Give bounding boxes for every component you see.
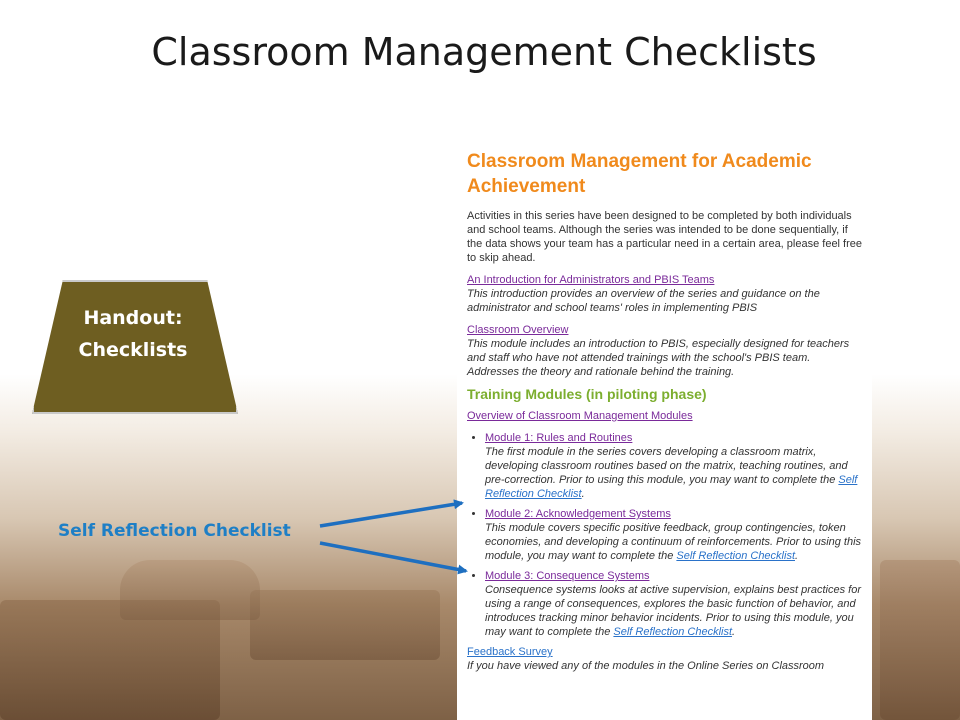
module-3-desc: Consequence systems looks at active supervision, explains best practices for using a range of consequences, explores the basic function of behavior, and introduces tracking minor behavior incidents. Prior to using this module, you may want to complete the xyxy=(485,584,862,638)
module-2-checklist-link[interactable]: Self Reflection Checklist xyxy=(676,550,795,562)
module-3-checklist-link[interactable]: Self Reflection Checklist xyxy=(613,626,733,638)
module-2-link[interactable]: Module 2: Acknowledgement Systems xyxy=(485,508,671,520)
module-1-checklist-link[interactable]: Self Reflection Checklist xyxy=(485,474,858,500)
module-3-end: . xyxy=(732,626,736,638)
intro-text: Activities in this series have been designed to be completed by both individuals and school teams. Although the series was intended to be done sequentially, if the data shows your team has a particular need in a certain area, please feel free to skip ahead. xyxy=(467,210,863,264)
module-1-link[interactable]: Module 1: Rules and Routines xyxy=(485,432,633,444)
handout-line-2: Checklists xyxy=(78,339,188,361)
self-reflection-label: Self Reflection Checklist xyxy=(58,521,291,541)
module-2-desc: This module covers specific positive feedback, group contingencies, token economies, and developing a continuum of reinforcements. Prior to using this module, you may want to complete the xyxy=(485,522,862,562)
arrow-to-module-2-checklist xyxy=(320,543,466,571)
module-1-desc: The first module in the series covers developing a classroom matrix, developing classroom routines based on the matrix, teaching routines, and pre-correction. Prior to using this module, you may want to complete the xyxy=(485,446,848,486)
admin-intro-link[interactable]: An Introduction for Administrators and PBIS Teams xyxy=(467,274,715,286)
modules-overview-link[interactable]: Overview of Classroom Management Modules xyxy=(467,410,693,422)
admin-intro-desc: This introduction provides an overview of the series and guidance on the administrator and school teams' roles in implementing PBIS xyxy=(467,288,820,314)
module-3-link[interactable]: Module 3: Consequence Systems xyxy=(485,570,650,582)
arrow-to-module-1-checklist xyxy=(320,503,462,526)
feedback-survey-link[interactable]: Feedback Survey xyxy=(467,646,553,658)
feedback-desc: If you have viewed any of the modules in the Online Series on Classroom xyxy=(467,660,825,672)
training-modules-heading: Training Modules (in piloting phase) xyxy=(467,386,707,402)
webpage-title: Classroom Management for Academic Achievement xyxy=(467,151,812,197)
classroom-overview-desc: This module includes an introduction to PBIS, especially designed for teachers and staff who have not attended trainings with the school's PBIS team. Addresses the theory and rationale behind the training. xyxy=(467,338,850,378)
module-1-end: . xyxy=(581,488,585,500)
module-2-end: . xyxy=(795,550,799,562)
handout-line-1: Handout: xyxy=(83,307,183,329)
slide-title: Classroom Management Checklists xyxy=(151,30,817,74)
classroom-overview-link[interactable]: Classroom Overview xyxy=(467,324,569,336)
